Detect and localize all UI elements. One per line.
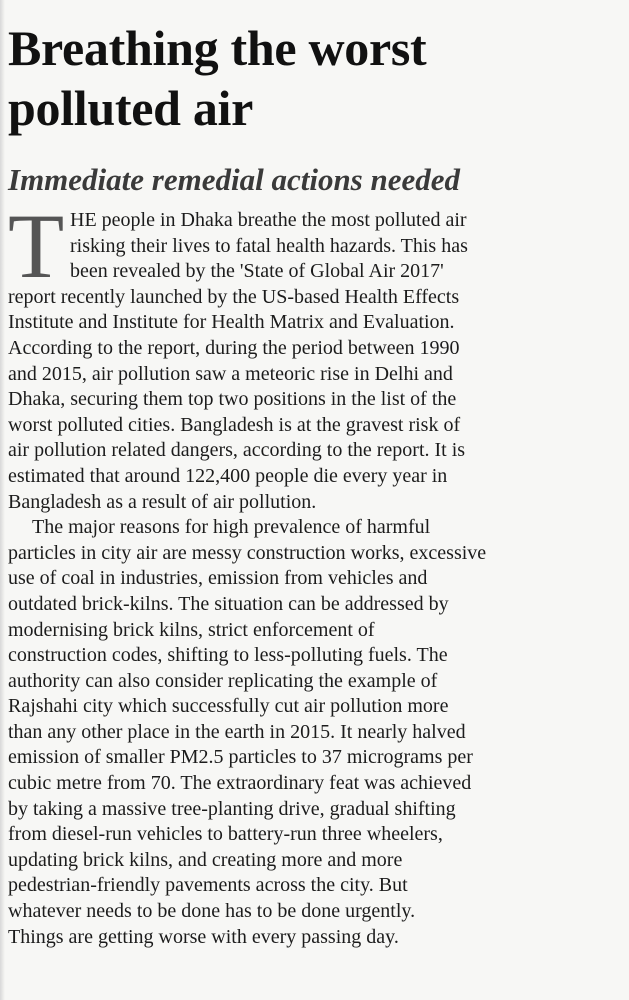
page-edge-shadow (0, 0, 5, 1000)
paragraph-line: worst polluted cities. Bangladesh is at the gravest risk of (8, 413, 461, 436)
paragraph-line: risking their lives to fatal health hazards. This has (70, 234, 468, 257)
subheadline: Immediate remedial actions needed (8, 162, 461, 197)
paragraph-line: than any other place in the earth in 2015. It nearly halved (8, 720, 466, 743)
paragraph-1 (8, 195, 612, 515)
paragraph-line: outdated brick-kilns. The situation can be addressed by (8, 592, 449, 615)
paragraph-line: cubic metre from 70. The extraordinary feat was achieved (8, 772, 472, 795)
paragraph-line: Things are getting worse with every passing day. (8, 925, 399, 948)
paragraph-line: air pollution related dangers, according to the report. It is (8, 439, 466, 462)
paragraph-line: authority can also consider replicating the example of (8, 669, 438, 692)
paragraph-line: particles in city air are messy construction works, excessive (8, 541, 487, 564)
paragraph-line: estimated that around 122,400 people die every year in (8, 464, 448, 487)
headline (8, 18, 608, 138)
paragraph-line: been revealed by the 'State of Global Air 2017' (70, 260, 444, 283)
paragraph-line: Bangladesh as a result of air pollution. (8, 490, 317, 513)
article-body (8, 195, 612, 950)
paragraph-line: updating brick kilns, and creating more and more (8, 848, 403, 871)
paragraph-line: Dhaka, securing them top two positions in the list of the (8, 388, 457, 411)
paragraph-line: The major reasons for high prevalence of harmful (32, 516, 431, 539)
headline-line-1: Breathing the worst (8, 20, 427, 76)
paragraph-line: According to the report, during the period between 1990 (8, 336, 460, 359)
paragraph-line: emission of smaller PM2.5 particles to 37 micrograms per (8, 746, 473, 769)
drop-cap: T (8, 195, 65, 297)
paragraph-line: construction codes, shifting to less-polluting fuels. The (8, 644, 448, 667)
paragraph-line: and 2015, air pollution saw a meteoric rise in Delhi and (8, 362, 453, 385)
paragraph-line: modernising brick kilns, strict enforcement of (8, 618, 375, 641)
paragraph-line: HE people in Dhaka breathe the most polluted air (70, 209, 467, 231)
paragraph-line: by taking a massive tree-planting drive, gradual shifting (8, 797, 456, 820)
paragraph-line: from diesel-run vehicles to battery-run three wheelers, (8, 823, 443, 846)
paragraph-line: whatever needs to be done has to be done urgently. (8, 900, 416, 923)
paragraph-2 (8, 515, 612, 950)
paragraph-line: use of coal in industries, emission from vehicles and (8, 567, 428, 590)
paragraph-line: report recently launched by the US-based Health Effects (8, 285, 460, 308)
headline-line-2: polluted air (8, 80, 254, 136)
paragraph-line: Rajshahi city which successfully cut air pollution more (8, 695, 449, 718)
paragraph-line: Institute and Institute for Health Matrix and Evaluation. (8, 311, 455, 334)
paragraph-line: pedestrian-friendly pavements across the city. But (8, 874, 408, 897)
